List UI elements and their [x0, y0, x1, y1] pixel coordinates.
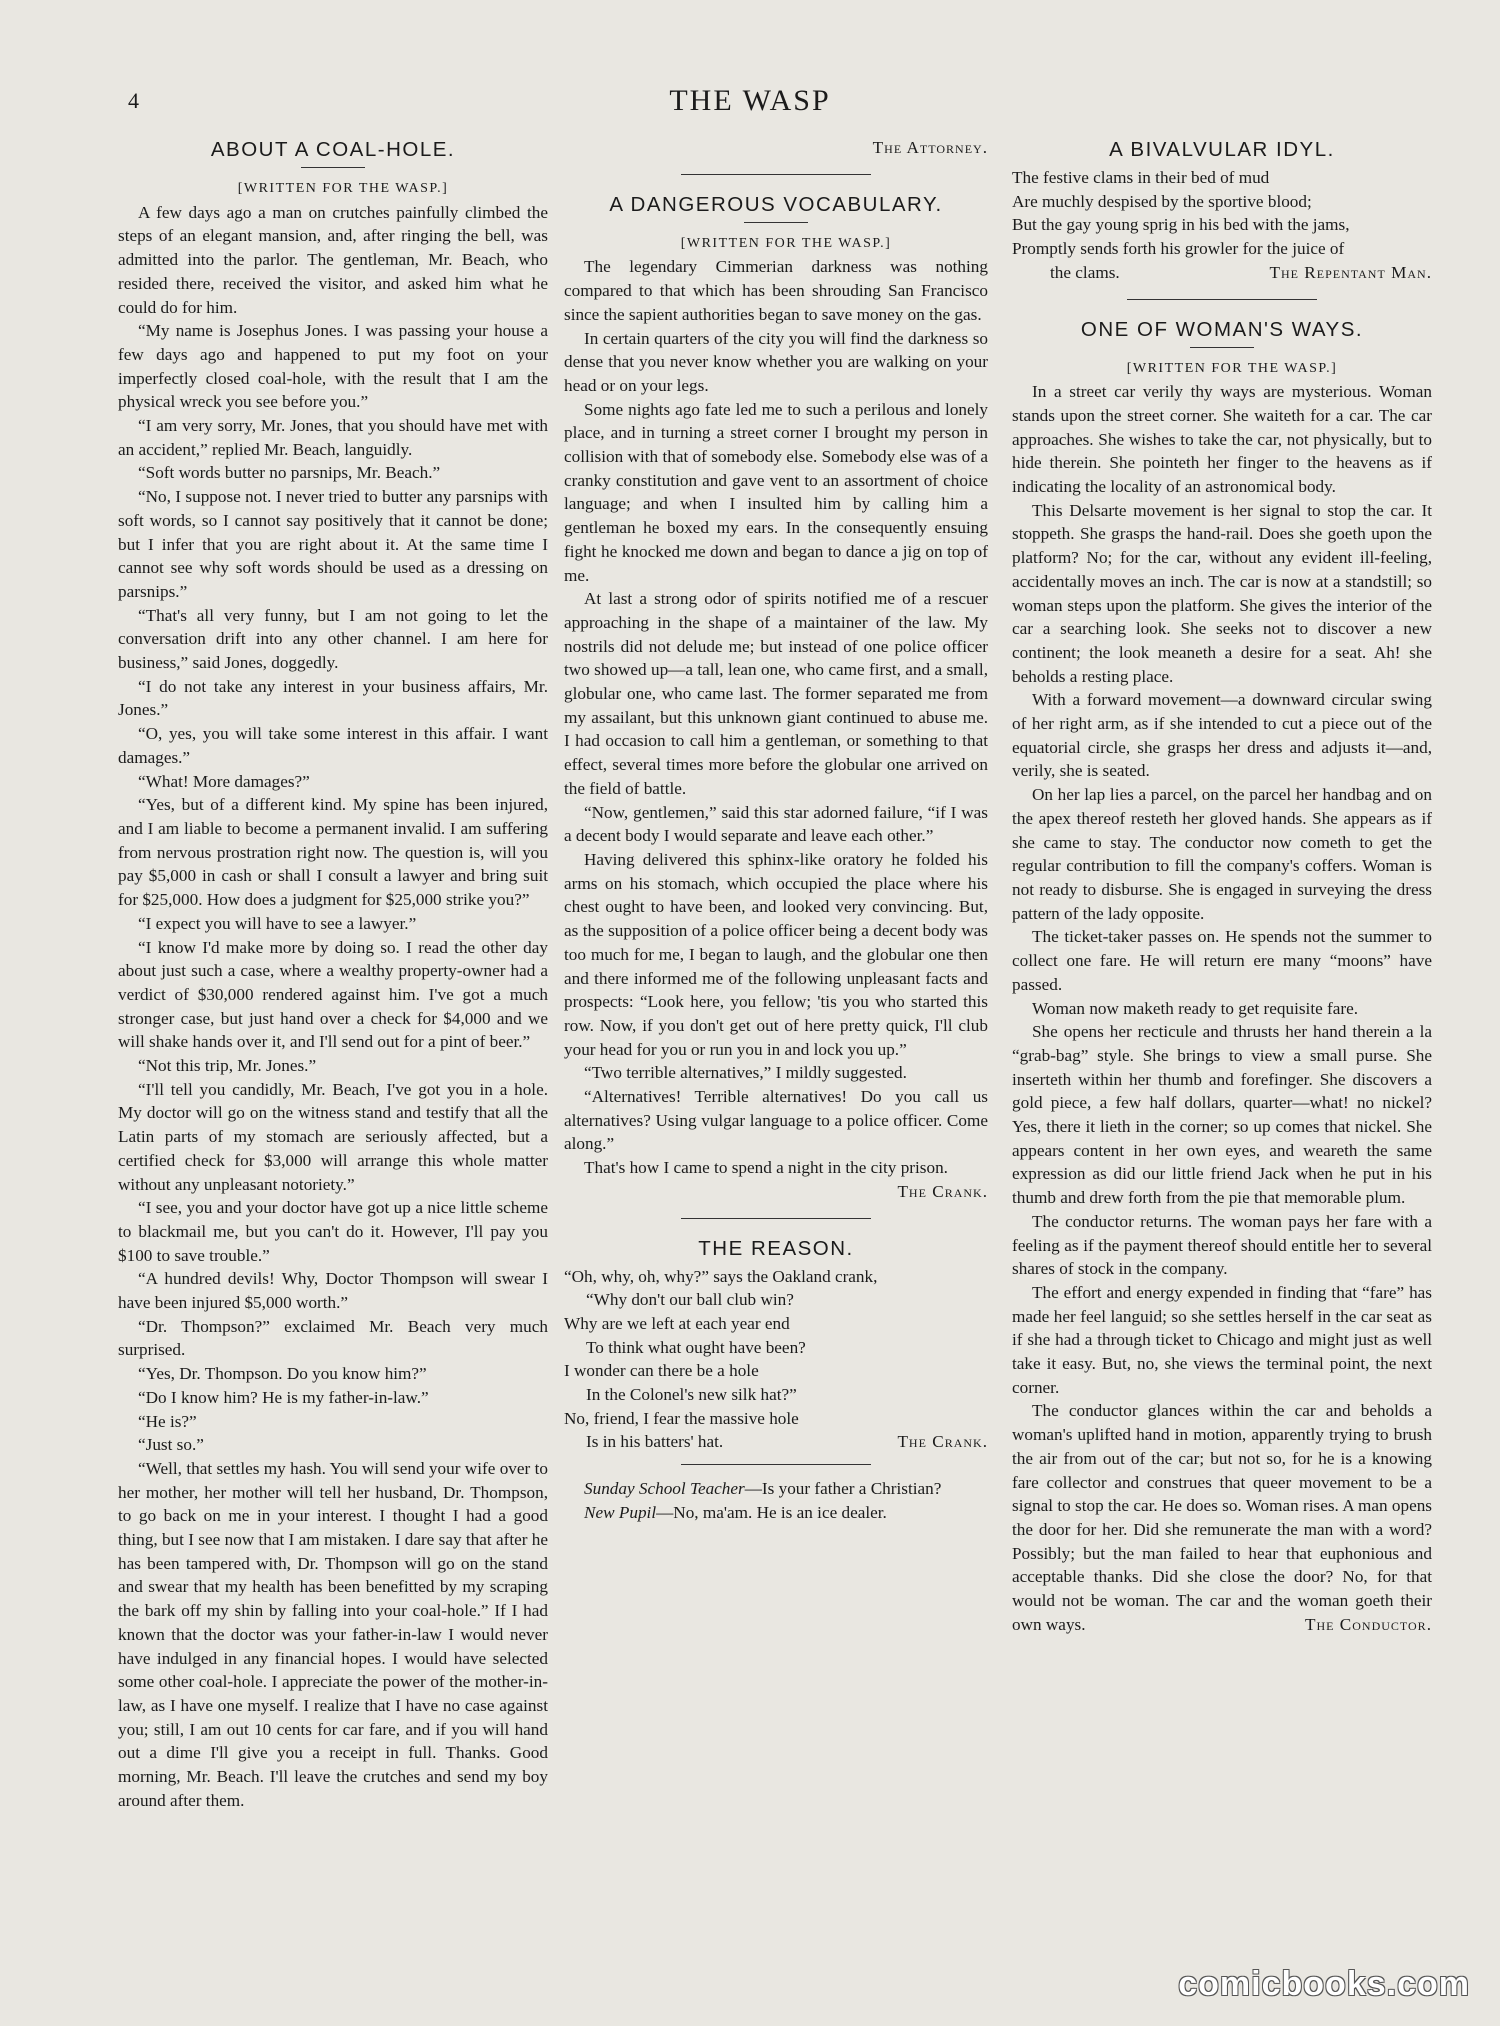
column-2 [564, 136, 988, 1525]
masthead: THE WASP [669, 84, 831, 117]
signature-repentant: The Repentant Man. [1269, 262, 1432, 282]
article-title-vocabulary: A DANGEROUS VOCABULARY. [609, 192, 943, 216]
paragraph: “Not this trip, Mr. Jones.” [138, 1056, 317, 1076]
byline: [WRITTEN FOR THE WASP.] [237, 181, 449, 196]
paragraph: “No, I suppose not. I never tried to butter any parsnips with soft words, so I cannot say positively that it cannot be done; but I infer that you are right about it. At the same time I cannot see why soft words should be used as a dressing on parsnips.” [118, 487, 548, 601]
paragraph: “Yes, Dr. Thompson. Do you know him?” [138, 1364, 427, 1384]
paragraph: “Soft words butter no parsnips, Mr. Beach.” [138, 463, 441, 483]
verse-line: “Oh, why, oh, why?” says the Oakland crank, [564, 1266, 878, 1286]
paragraph: “Two terrible alternatives,” I mildly suggested. [584, 1063, 907, 1083]
title-rule [301, 167, 365, 168]
joke-line-2 [564, 1501, 988, 1525]
paragraph: The effort and energy expended in finding that “fare” has made her feel languid; so she settles herself in the car seat as if she had a through ticket to Chicago and might just as well take it easy. But, no, she views the terminal point, the next corner. [1012, 1282, 1432, 1397]
watermark-logo: comicbooks.com [1178, 1965, 1470, 2003]
poem-title-idyl: A BIVALVULAR IDYL. [1109, 138, 1335, 161]
poem-title-reason: THE REASON. [698, 1236, 854, 1260]
column-1 [118, 136, 548, 1813]
idyl-poem [1012, 166, 1432, 285]
paragraph: “He is?” [138, 1411, 197, 1431]
page-number: 4 [128, 88, 139, 113]
paragraph: On her lap lies a parcel, on the parcel her handbag and on the apex thereof resteth her gloved hands. She appears as if she came to stay. The conductor now cometh to get the regular contribution to fill the company's coffers. Woman is not ready to disburse. She is engaged in surveying the dress pattern of the lady opposite. [1012, 785, 1432, 923]
speaker-pupil: New Pupil [584, 1502, 657, 1522]
paragraph: At last a strong odor of spirits notified me of a rescuer approaching in the shape of a maintainer of the law. My nostrils did not delude me; but instead of one police officer two showed up—a tall, lean one, who came first, and a small, globular one, who came last. The former separated me from my assailant, but this unknown giant continued to abuse me. I had occasion to call him a gentleman, or something to that effect, several times more before the globular one arrived on the field of battle. [564, 589, 988, 798]
paragraph: “I do not take any interest in your business affairs, Mr. Jones.” [118, 676, 548, 720]
paragraph: “I am very sorry, Mr. Jones, that you should have met with an accident,” replied Mr. Beach, languidly. [118, 416, 548, 459]
verse-line-last [1012, 261, 1432, 285]
column-3 [1012, 136, 1432, 1636]
title-rule [1190, 347, 1254, 348]
paragraph: “I know I'd make more by doing so. I read the other day about just such a case, where a wealthy property-owner had a verdict of $30,000 rendered against him. I've got a much stronger case, but just hand over a check for $4,000 and we will shake hands over it, and I'll send out for a pint of beer.” [118, 937, 548, 1052]
byline: [WRITTEN FOR THE WASP.] [680, 235, 892, 251]
paragraph: This Delsarte movement is her signal to stop the car. It stoppeth. She grasps the hand-rail. Does she goeth upon the platform? No; for the car, without any evident ill-feeling, accidentally moves an inch. The car is now at a standstill; so woman steps upon the platform. She gives the interior of the car a searching look. She seeks not to discover a new continent; the look meaneth a desire for a seat. Ah! she beholds a resting place. [1012, 500, 1432, 686]
paragraph: “My name is Josephus Jones. I was passing your house a few days ago and happened to put my foot on your imperfectly closed coal-hole, with the result that I am the physical wreck you see before you.” [118, 321, 548, 412]
joke-line-1 [564, 1477, 988, 1501]
paragraph: Having delivered this sphinx-like oratory he folded his arms on his stomach, which occupied the place where his chest ought to have been, and looked very convincing. But, as the supposition of a police officer being a decent body was too much for me, I began to laugh, and the globular one then and there informed me of the following unpleasant facts and prospects: “Look here, you fellow; 'tis you who started this row. Now, if you don't get out of here pretty quick, I'll club your head for you or run you in and lock you up.” [564, 849, 988, 1059]
verse-line: Are muchly despised by the sportive blood; [1012, 191, 1312, 211]
paragraph: “Just so.” [138, 1435, 204, 1455]
joke-text: —Is your father a Christian? [744, 1479, 942, 1499]
signature-crank: The Crank. [897, 1181, 988, 1201]
paragraph: The legendary Cimmerian darkness was nothing compared to that which has been shrouding San Francisco since the sapient authorities began to save money on the gas. [564, 257, 988, 324]
paragraph: With a forward movement—a downward circular swing of her right arm, as if she intended to cut a piece out of the equatorial circle, she grasps her dress and adjusts it—and, verily, she is seated. [1012, 690, 1432, 781]
paragraph: In a street car verily thy ways are mysterious. Woman stands upon the street corner. She waiteth for a car. The car approaches. She wishes to take the car, not physically, but to hide therein. She pointeth her finger to the heavens as if indicating the locality of an astronomical body. [1012, 382, 1432, 497]
verse-line: In the Colonel's new silk hat?” [586, 1385, 797, 1405]
paragraph: The ticket-taker passes on. He spends not the summer to collect one fare. He will return ere many “moons” have passed. [1012, 927, 1432, 994]
paragraph-continued: “Well, that settles my hash. You will send your wife over to her mother, her mother will tell her husband, Dr. Thompson, to go back on me in your interest. I thought I had a good thing, but I see now that I am mistaken. I dare say that after he has been tampered with, Dr. Thompson will go on the stand and swear that my health has been benefitted by my scraping the bark off my shin by falling into your coal-hole.” If I had known that the doctor was your father-in-law I would never have indulged in any financial hopes. I would have selected some other coal-hole. I appreciate the power of the mother-in-law, as I have one myself. I realize that I have no case against you; still, I am out 10 cents for car fare, and if you will hand out a dime I'll give you a receipt in full. Thanks. Good morning, Mr. Beach. I'll leave the crutches and send my boy around after them. [118, 1458, 548, 1810]
signature-conductor: The Conductor. [1304, 1614, 1432, 1634]
paragraph: In certain quarters of the city you will find the darkness so dense that you never know whether you are walking on your head or on your legs. [564, 328, 988, 395]
section-rule [681, 174, 871, 175]
verse-line-last [564, 1430, 988, 1454]
paragraph: The conductor returns. The woman pays her fare with a feeling as if the payment thereof should entitle her to several shares of stock in the company. [1012, 1211, 1432, 1279]
paragraph-text: The conductor glances within the car and beholds a woman's uplifted hand in motion, apparently trying to brush the air from out of the car; but not so, for he is a knowing fare collector and construes that queer movement to be a signal to stop the car. He does so. Woman rises. A man opens the door for her. Did she remunerate the man with a word? Possibly; but the man failed to hear that euphonious and acceptable thanks. Did she close the door? No, for that would not be woman. The car and the woman goeth their own ways. [1012, 1401, 1432, 1634]
joke-text: —No, ma'am. He is an ice dealer. [656, 1502, 887, 1522]
paragraph: “That's all very funny, but I am not going to let the conversation drift into any other channel. I am here for business,” said Jones, doggedly. [118, 605, 548, 673]
byline: [WRITTEN FOR THE WASP.] [1126, 360, 1338, 376]
paragraph: “What! More damages?” [138, 771, 310, 791]
paragraph-last [1012, 1399, 1432, 1636]
paragraph: Woman now maketh ready to get requisite fare. [1032, 998, 1359, 1018]
reason-poem [564, 1265, 988, 1455]
article-title-woman: ONE OF WOMAN'S WAYS. [1080, 317, 1364, 341]
paragraph-text: That's how I came to spend a night in the city prison. [584, 1158, 948, 1178]
woman-body [1012, 380, 1432, 1636]
verse-text: the clams. [1050, 262, 1120, 282]
verse-line: “Why don't our ball club win? [586, 1290, 794, 1310]
section-rule [681, 1218, 871, 1219]
section-rule [681, 1464, 871, 1465]
paragraph: “Dr. Thompson?” exclaimed Mr. Beach very much surprised. [118, 1316, 548, 1360]
paragraph: She opens her recticule and thrusts her hand therein a la “grab-bag” style. She brings to view a small purse. She inserteth within her thumb and forefinger. She discovers a gold piece, a few half dollars, quarter—what! no nickel? Yes, there it lieth in the corner; so up comes that nickel. She appears content in her own eyes, and weareth the same expression as did our little friend Jack when he put in his thumb and drew forth from the pie that memorable plum. [1012, 1022, 1432, 1208]
verse-line: To think what ought have been? [586, 1337, 806, 1357]
coal-hole-body [118, 201, 548, 1813]
paragraph: “A hundred devils! Why, Doctor Thompson will swear I have been injured $5,000 worth.” [118, 1269, 548, 1313]
verse-line: The festive clams in their bed of mud [1012, 168, 1270, 187]
paragraph-continued [564, 136, 988, 160]
paragraph: “Now, gentlemen,” said this star adorned failure, “if I was a decent body I would separate and leave each other.” [564, 802, 988, 846]
verse-line: But the gay young sprig in his bed with the jams, [1012, 215, 1350, 235]
paragraph: “I expect you will have to see a lawyer.” [138, 913, 417, 933]
vocabulary-body [564, 255, 988, 1203]
paragraph: “Alternatives! Terrible alternatives! Do you call us alternatives? Using vulgar language to a police officer. Come along.” [564, 1087, 988, 1154]
verse-line: Why are we left at each year end [564, 1313, 790, 1333]
signature-attorney: The Attorney. [872, 138, 988, 157]
verse-text: Is in his batters' hat. [586, 1432, 724, 1452]
paragraph: A few days ago a man on crutches painfully climbed the steps of an elegant mansion, and, after ringing the bell, was admitted into the parlor. The gentleman, Mr. Beach, who resided there, received the visitor, and asked him what he could do for him. [118, 202, 548, 317]
paragraph: “I see, you and your doctor have got up a nice little scheme to blackmail me, but you can't do it. However, I'll pay you $100 to save trouble.” [118, 1198, 548, 1265]
verse-line: I wonder can there be a hole [564, 1361, 759, 1381]
paragraph: “I'll tell you candidly, Mr. Beach, I've got you in a hole. My doctor will go on the witness stand and testify that all the Latin parts of my stomach are seriously affected, but a certified check for $3,000 will arrange this whole matter without any unpleasant notoriety.” [118, 1079, 548, 1194]
section-rule [1127, 299, 1317, 300]
paragraph-last [564, 1156, 988, 1203]
paragraph: “O, yes, you will take some interest in this affair. I want damages.” [118, 724, 548, 767]
verse-line: No, friend, I fear the massive hole [564, 1408, 799, 1428]
paragraph: Some nights ago fate led me to such a perilous and lonely place, and in turning a street corner I brought my person in collision with that of somebody else. Somebody else was of a cranky constitution and gave vent to an assortment of choice language; and when I insulted him by calling him a gentleman he boxed my ears. In the consequently ensuing fight he knocked me down and began to dance a jig on top of me. [564, 399, 988, 585]
paragraph: “Yes, but of a different kind. My spine has been injured, and I am liable to become a permanent invalid. I am suffering from nervous prostration right now. The question is, will you pay $5,000 in cash or shall I consult a lawyer and bring suit for $25,000. How does a judgment for $25,000 strike you?” [118, 795, 548, 910]
signature-crank: The Crank. [897, 1432, 988, 1452]
speaker-teacher: Sunday School Teacher [584, 1479, 745, 1499]
joke [564, 1477, 988, 1524]
article-title-coal-hole: ABOUT A COAL-HOLE. [210, 138, 456, 161]
verse-line: Promptly sends forth his growler for the juice of [1012, 239, 1345, 259]
title-rule [744, 222, 808, 223]
paragraph: “Do I know him? He is my father-in-law.” [138, 1387, 429, 1407]
